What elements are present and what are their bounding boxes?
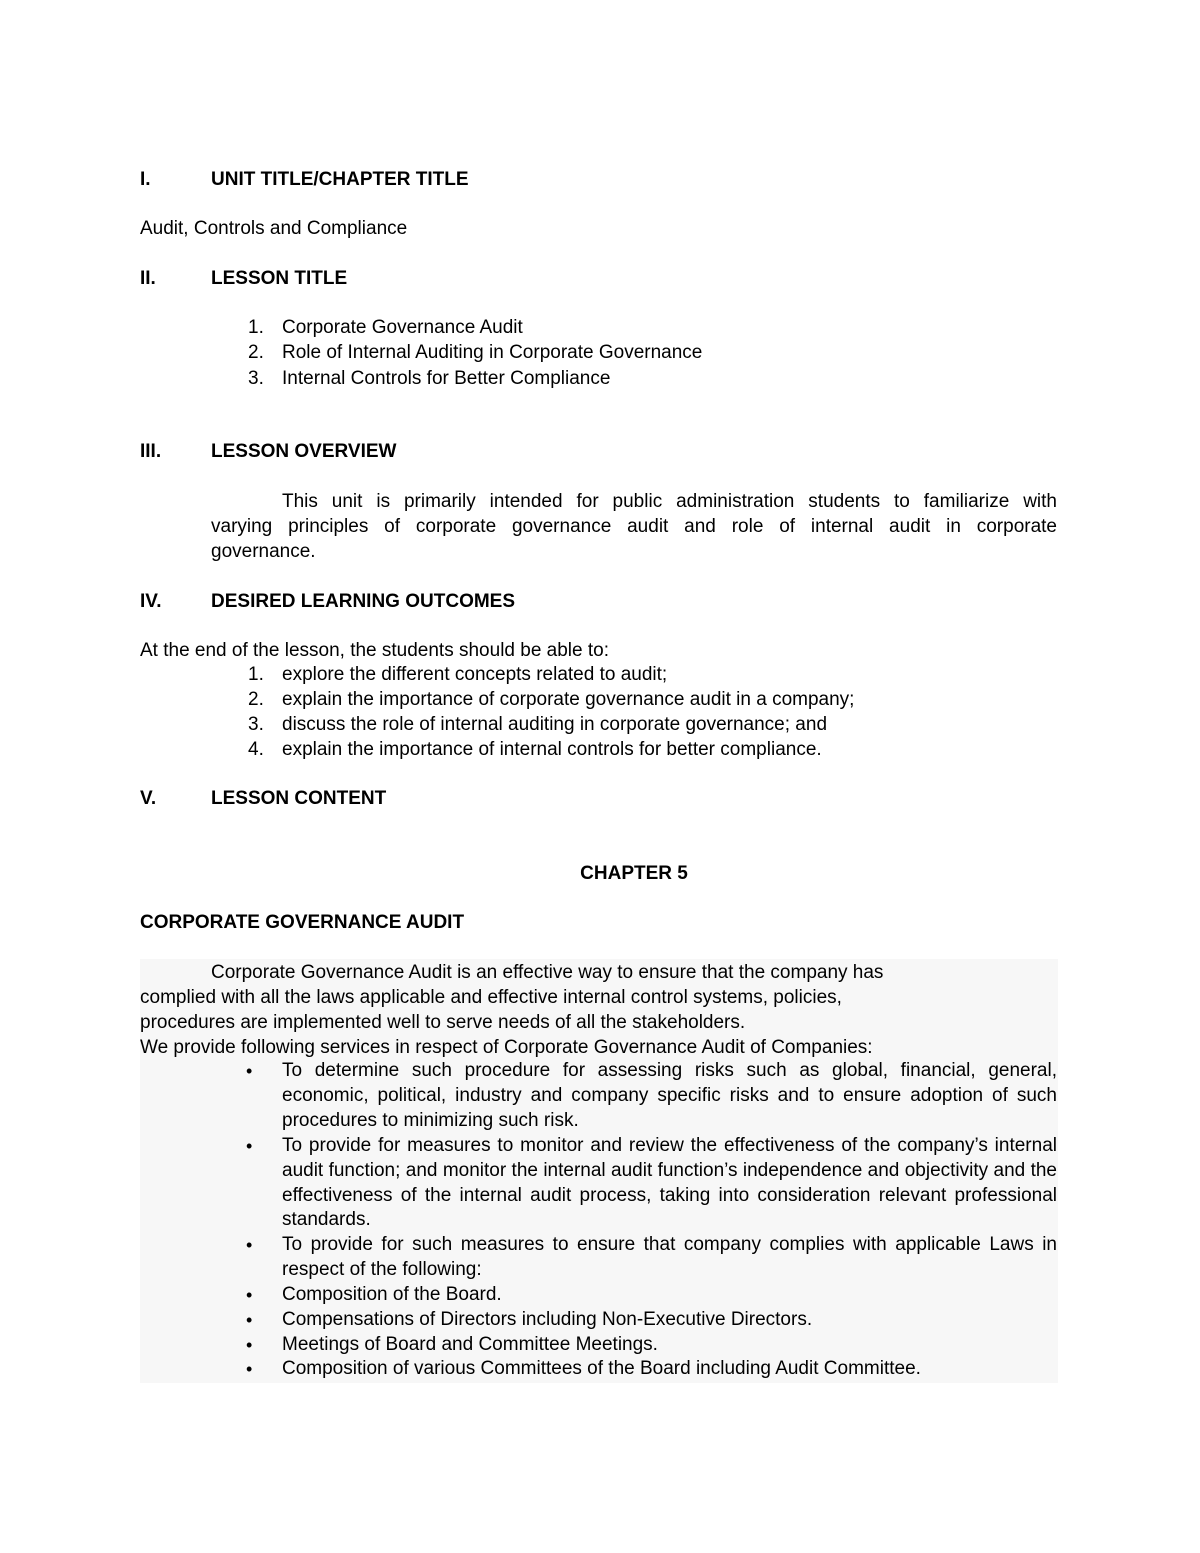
section-heading-outcomes: DESIRED LEARNING OUTCOMES [211, 591, 516, 612]
bullet-item: Composition of the Board. [282, 1284, 502, 1305]
outcome-item: explore the different concepts related to audit; [282, 664, 668, 685]
lesson-item: Internal Controls for Better Compliance [282, 368, 611, 389]
outcome-number: 3. [248, 714, 264, 735]
bullet-icon: • [246, 1136, 253, 1156]
bullet-item: Meetings of Board and Committee Meetings. [282, 1334, 658, 1355]
bullet-icon: • [246, 1285, 253, 1305]
section-numeral-i: I. [140, 169, 151, 190]
bullet-icon: • [246, 1235, 253, 1255]
bullet-icon: • [246, 1335, 253, 1355]
outcome-item: explain the importance of internal controls for better compliance. [282, 739, 822, 760]
outcome-number: 1. [248, 664, 264, 685]
bullet-item: Compensations of Directors including Non-Executive Directors. [282, 1309, 813, 1330]
chapter-para-line-3: procedures are implemented well to serve needs of all the stakeholders. [140, 1012, 746, 1033]
bullet-icon: • [246, 1359, 253, 1379]
services-intro: We provide following services in respect of Corporate Governance Audit of Companies: [140, 1037, 873, 1058]
section-numeral-v: V. [140, 788, 157, 809]
bullet-icon: • [246, 1310, 253, 1330]
section-heading-lesson-title: LESSON TITLE [211, 268, 348, 289]
outcomes-intro: At the end of the lesson, the students should be able to: [140, 640, 609, 661]
outcome-number: 4. [248, 739, 264, 760]
lesson-item: Corporate Governance Audit [282, 317, 523, 338]
chapter-section-heading: CORPORATE GOVERNANCE AUDIT [140, 912, 465, 933]
bullet-item: To determine such procedure for assessing risks such as global, financial, general, economic, political, industry and company specific risks and to ensure adoption of such procedures to minimizing such risk. [282, 1060, 1057, 1131]
overview-line-2: varying principles of corporate governance audit and role of internal audit in corporate [211, 516, 1057, 537]
outcome-item: discuss the role of internal auditing in corporate governance; and [282, 714, 828, 735]
overview-line-1: This unit is primarily intended for public administration students to familiarize with [282, 491, 1057, 512]
chapter-title: CHAPTER 5 [580, 863, 688, 884]
overview-line-3: governance. [211, 541, 316, 562]
lesson-item-number: 3. [248, 368, 264, 389]
lesson-item-number: 2. [248, 342, 264, 363]
bullet-item: To provide for measures to monitor and review the effectiveness of the company’s internal audit function; and monitor the internal audit function’s independence and objectivity and the effectiveness of the internal audit process, taking into consideration relevant professional standards. [282, 1135, 1057, 1231]
lesson-item-number: 1. [248, 317, 264, 338]
unit-title-text: Audit, Controls and Compliance [140, 218, 408, 239]
section-numeral-ii: II. [140, 268, 156, 289]
chapter-para-line-2: complied with all the laws applicable and effective internal control systems, policies, [140, 987, 842, 1008]
outcome-number: 2. [248, 689, 264, 710]
chapter-para-line-1: Corporate Governance Audit is an effective way to ensure that the company has [211, 962, 884, 983]
section-numeral-iv: IV. [140, 591, 162, 612]
bullet-item: Composition of various Committees of the Board including Audit Committee. [282, 1358, 921, 1379]
section-numeral-iii: III. [140, 441, 162, 462]
bullet-item: To provide for such measures to ensure that company complies with applicable Laws in respect of the following: [282, 1234, 1057, 1280]
section-heading-lesson-content: LESSON CONTENT [211, 788, 387, 809]
lesson-item: Role of Internal Auditing in Corporate Governance [282, 342, 703, 363]
section-heading-lesson-overview: LESSON OVERVIEW [211, 441, 397, 462]
outcome-item: explain the importance of corporate governance audit in a company; [282, 689, 855, 710]
bullet-icon: • [246, 1061, 253, 1081]
section-heading-unit-title: UNIT TITLE/CHAPTER TITLE [211, 169, 469, 190]
